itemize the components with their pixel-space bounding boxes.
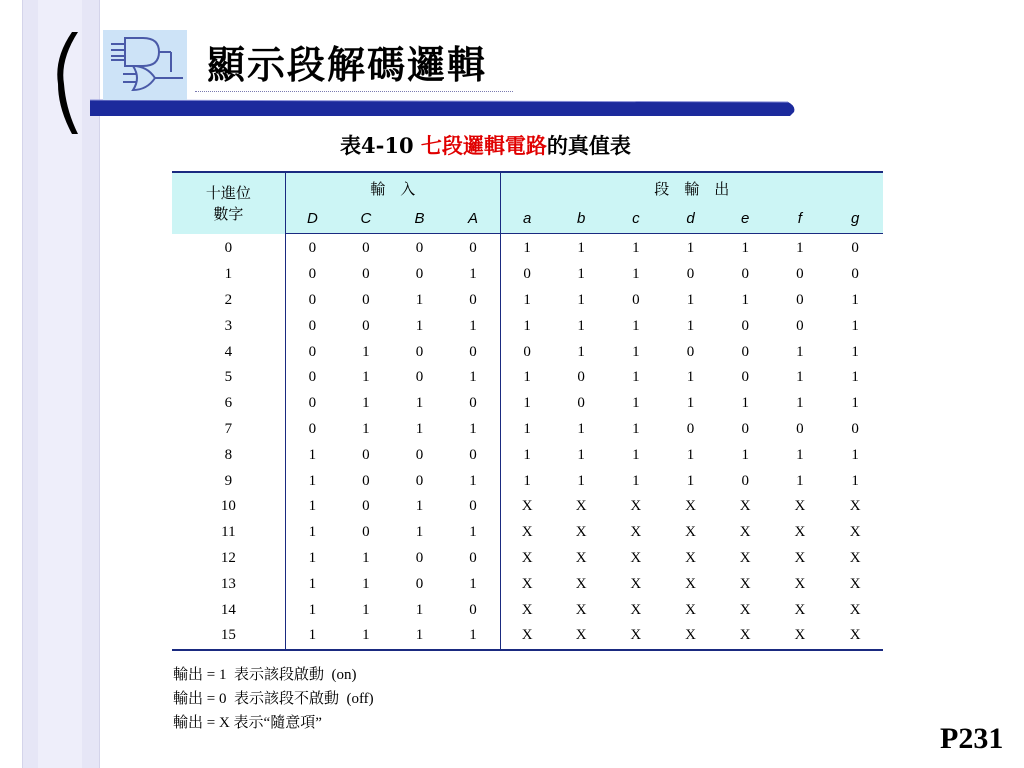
table-cell: 1 bbox=[523, 369, 531, 386]
caption-suffix: 的真值表 bbox=[546, 133, 631, 158]
table-cell: 1 bbox=[523, 420, 531, 437]
table-row bbox=[172, 365, 883, 391]
table-cell: 1 bbox=[415, 601, 424, 618]
input-col-header: C bbox=[339, 203, 393, 234]
table-cell: 1 bbox=[632, 266, 640, 283]
table-cell: 1 bbox=[851, 343, 859, 360]
table-cell: 0 bbox=[796, 266, 804, 283]
table-cell: 1 bbox=[796, 343, 804, 360]
table-cell: X bbox=[849, 549, 861, 566]
table-cell: 0 bbox=[796, 317, 804, 334]
table-cell: 1 bbox=[686, 240, 695, 257]
table-cell: X bbox=[575, 601, 587, 618]
logic-gates-icon bbox=[103, 30, 187, 100]
table-cell: X bbox=[521, 498, 533, 515]
table-cell: 0 bbox=[796, 420, 804, 437]
table-cell: X bbox=[849, 601, 861, 618]
table-cell: X bbox=[739, 601, 751, 618]
table-cell: 0 bbox=[362, 240, 370, 257]
table-cell: X bbox=[827, 623, 883, 650]
table-cell: 10 bbox=[172, 494, 285, 520]
table-cell: 1 bbox=[741, 446, 749, 463]
table-cell: X bbox=[575, 498, 587, 515]
table-cell: 0 bbox=[851, 420, 859, 437]
table-cell: 1 bbox=[796, 446, 804, 463]
table-cell: 0 bbox=[362, 317, 370, 334]
output-col-header: f bbox=[773, 203, 828, 234]
table-cell: 0 bbox=[446, 597, 500, 623]
table-cell: 0 bbox=[741, 420, 749, 437]
table-cell: X bbox=[521, 575, 533, 592]
table-row bbox=[172, 417, 883, 443]
table-row bbox=[172, 520, 883, 546]
table-row bbox=[172, 623, 883, 650]
table-cell: 0 bbox=[796, 291, 804, 308]
table-cell: 1 bbox=[446, 520, 500, 546]
logic-gates-drawing bbox=[103, 30, 187, 100]
table-cell: 1 bbox=[446, 365, 500, 391]
table-cell: 0 bbox=[362, 524, 370, 541]
table-cell: 0 bbox=[686, 266, 695, 283]
table-row bbox=[172, 234, 883, 262]
table-cell: X bbox=[718, 623, 773, 650]
output-col-header: c bbox=[608, 203, 663, 234]
table-cell: 5 bbox=[172, 365, 285, 391]
table-cell: 1 bbox=[308, 575, 317, 592]
table-cell: 1 bbox=[851, 446, 859, 463]
truth-table-body bbox=[172, 234, 883, 650]
table-cell: 0 bbox=[308, 420, 317, 437]
table-cell: 1 bbox=[415, 291, 424, 308]
table-cell: 0 bbox=[362, 446, 370, 463]
table-cell: X bbox=[739, 549, 751, 566]
table-cell: 1 bbox=[339, 623, 393, 650]
table-cell: X bbox=[794, 549, 806, 566]
table-cell: X bbox=[663, 623, 718, 650]
table-cell: 1 bbox=[577, 420, 585, 437]
table-cell: 0 bbox=[446, 546, 500, 572]
table-row bbox=[172, 262, 883, 288]
table-cell: 1 bbox=[308, 549, 317, 566]
table-cell: X bbox=[554, 623, 609, 650]
table-cell: X bbox=[630, 524, 642, 541]
table-cell: X bbox=[575, 524, 587, 541]
input-col-header: B bbox=[393, 203, 447, 234]
table-cell: 1 bbox=[362, 343, 370, 360]
table-cell: 0 bbox=[741, 266, 749, 283]
table-cell: X bbox=[630, 575, 642, 592]
table-cell: 1 bbox=[577, 291, 585, 308]
table-cell: 0 bbox=[308, 266, 317, 283]
table-cell: 1 bbox=[577, 472, 585, 489]
table-cell: 0 bbox=[446, 288, 500, 314]
table-cell: 0 bbox=[308, 240, 317, 257]
table-cell: 0 bbox=[415, 266, 424, 283]
table-cell: 1 bbox=[362, 395, 370, 412]
table-cell: 0 bbox=[415, 240, 424, 257]
table-cell: 13 bbox=[172, 571, 285, 597]
table-cell: 1 bbox=[523, 472, 531, 489]
table-cell: 3 bbox=[172, 313, 285, 339]
table-cell: 1 bbox=[686, 446, 695, 463]
table-cell: X bbox=[630, 498, 642, 515]
bracket-icon bbox=[0, 0, 100, 140]
table-cell: 1 bbox=[851, 395, 859, 412]
table-cell: 1 bbox=[851, 317, 859, 334]
note-dont-care: 輸出 = X 表示“隨意項” bbox=[173, 715, 322, 731]
table-cell: X bbox=[575, 575, 587, 592]
decimal-header bbox=[172, 172, 285, 234]
group-header-row bbox=[172, 172, 883, 203]
table-cell: 0 bbox=[741, 472, 749, 489]
table-cell: 1 bbox=[362, 369, 370, 386]
inputs-header: 輸 入 bbox=[285, 172, 500, 203]
table-cell: X bbox=[685, 549, 696, 566]
table-cell: 1 bbox=[446, 468, 500, 494]
table-row bbox=[172, 339, 883, 365]
table-cell: X bbox=[521, 524, 533, 541]
table-cell: 0 bbox=[415, 446, 424, 463]
table-row bbox=[172, 313, 883, 339]
note-off: 輸出 = 0 表示該段不啟動 (off) bbox=[173, 691, 374, 707]
table-cell: 1 bbox=[686, 317, 695, 334]
table-cell: 1 bbox=[632, 420, 640, 437]
table-cell: 1 bbox=[686, 395, 695, 412]
table-cell: 1 bbox=[577, 446, 585, 463]
table-cell: 7 bbox=[172, 417, 285, 443]
table-cell: 0 bbox=[851, 266, 859, 283]
output-col-header: a bbox=[500, 203, 554, 234]
table-cell: 0 bbox=[446, 494, 500, 520]
table-cell: X bbox=[608, 623, 663, 650]
table-cell: 1 bbox=[415, 317, 424, 334]
table-cell: 0 bbox=[741, 317, 749, 334]
decimal-header-line1: 十進位 bbox=[205, 186, 251, 203]
table-cell: X bbox=[685, 601, 696, 618]
table-cell: 0 bbox=[523, 266, 531, 283]
caption-highlight: 七段邏輯電路 bbox=[420, 133, 547, 158]
title-underline bbox=[195, 91, 513, 92]
table-cell: 1 bbox=[308, 524, 317, 541]
table-cell: 1 bbox=[632, 472, 640, 489]
table-cell: 0 bbox=[308, 395, 317, 412]
table-cell: 1 bbox=[796, 472, 804, 489]
table-cell: 1 bbox=[577, 240, 585, 257]
table-cell: 1 bbox=[523, 291, 531, 308]
table-cell: 1 bbox=[851, 369, 859, 386]
table-cell: 1 bbox=[796, 369, 804, 386]
table-row bbox=[172, 391, 883, 417]
table-cell: X bbox=[521, 601, 533, 618]
table-cell: 0 bbox=[362, 266, 370, 283]
table-cell: 1 bbox=[577, 343, 585, 360]
table-cell: 0 bbox=[415, 575, 424, 592]
table-cell: 1 bbox=[577, 317, 585, 334]
table-cell: 14 bbox=[172, 597, 285, 623]
table-cell: 1 bbox=[446, 417, 500, 443]
table-cell: 1 bbox=[796, 395, 804, 412]
table-cell: 0 bbox=[308, 291, 317, 308]
table-cell: 0 bbox=[362, 472, 370, 489]
table-cell: 0 bbox=[446, 339, 500, 365]
table-cell: X bbox=[685, 524, 696, 541]
outputs-header: 段 輸 出 bbox=[500, 172, 883, 203]
table-cell: X bbox=[630, 601, 642, 618]
table-cell: X bbox=[739, 498, 751, 515]
table-cell: 0 bbox=[446, 391, 500, 417]
table-cell: 1 bbox=[446, 313, 500, 339]
table-cell: 0 bbox=[523, 343, 531, 360]
table-cell: 1 bbox=[686, 472, 695, 489]
table-cell: 1 bbox=[632, 395, 640, 412]
notes bbox=[173, 663, 374, 735]
table-cell: 1 bbox=[632, 446, 640, 463]
output-col-header: e bbox=[718, 203, 773, 234]
output-col-header: b bbox=[554, 203, 609, 234]
table-cell: 1 bbox=[741, 240, 749, 257]
table-cell: X bbox=[685, 575, 696, 592]
table-cell: X bbox=[521, 549, 533, 566]
page-title: 顯示段解碼邏輯 bbox=[207, 42, 488, 87]
table-cell: 0 bbox=[632, 291, 640, 308]
table-cell: 1 bbox=[523, 395, 531, 412]
table-row bbox=[172, 468, 883, 494]
table-cell: 0 bbox=[308, 317, 317, 334]
table-cell: X bbox=[575, 549, 587, 566]
table-cell: 11 bbox=[172, 520, 285, 546]
caption-prefix: 表4-10 bbox=[340, 133, 414, 158]
table-cell: 1 bbox=[415, 524, 424, 541]
note-on: 輸出 = 1 表示該段啟動 (on) bbox=[173, 667, 357, 683]
table-row bbox=[172, 571, 883, 597]
table-cell: 0 bbox=[577, 369, 585, 386]
table-cell: 1 bbox=[308, 472, 317, 489]
table-row bbox=[172, 494, 883, 520]
table-cell: X bbox=[794, 498, 806, 515]
table-cell: 12 bbox=[172, 546, 285, 572]
table-cell: 1 bbox=[446, 623, 500, 650]
table-cell: 0 bbox=[308, 369, 317, 386]
table-cell: 1 bbox=[362, 601, 370, 618]
table-cell: X bbox=[849, 524, 861, 541]
table-cell: 1 bbox=[393, 623, 447, 650]
table-cell: 1 bbox=[632, 369, 640, 386]
table-cell: X bbox=[739, 575, 751, 592]
table-cell: X bbox=[630, 549, 642, 566]
table-cell: X bbox=[849, 575, 861, 592]
decimal-header-line2: 數字 bbox=[213, 207, 244, 224]
table-row bbox=[172, 597, 883, 623]
table-cell: 4 bbox=[172, 339, 285, 365]
table-cell: 1 bbox=[796, 240, 804, 257]
table-cell: 1 bbox=[285, 623, 339, 650]
table-cell: 1 bbox=[741, 291, 749, 308]
table-cell: X bbox=[794, 601, 806, 618]
table-cell: X bbox=[794, 575, 806, 592]
table-cell: 1 bbox=[308, 446, 317, 463]
table-cell: X bbox=[849, 498, 861, 515]
table-cell: 6 bbox=[172, 391, 285, 417]
table-cell: 1 bbox=[851, 291, 859, 308]
table-cell: 1 bbox=[362, 420, 370, 437]
table-cell: 1 bbox=[415, 395, 424, 412]
table-caption bbox=[340, 130, 631, 160]
table-cell: 0 bbox=[686, 343, 695, 360]
table-cell: 8 bbox=[172, 442, 285, 468]
table-cell: 0 bbox=[362, 498, 370, 515]
table-cell: 0 bbox=[686, 420, 695, 437]
table-cell: 0 bbox=[446, 442, 500, 468]
table-cell: 1 bbox=[632, 240, 640, 257]
table-cell: 0 bbox=[415, 549, 424, 566]
table-cell: 1 bbox=[172, 262, 285, 288]
table-cell: 0 bbox=[741, 369, 749, 386]
input-col-header: A bbox=[446, 203, 500, 234]
table-cell: X bbox=[685, 498, 696, 515]
table-cell: 1 bbox=[632, 343, 640, 360]
output-col-header: d bbox=[663, 203, 718, 234]
table-cell: 1 bbox=[686, 291, 695, 308]
table-cell: 0 bbox=[172, 234, 285, 262]
table-cell: 0 bbox=[362, 291, 370, 308]
table-cell: 0 bbox=[851, 240, 859, 257]
table-cell: 1 bbox=[523, 317, 531, 334]
table-cell: 1 bbox=[446, 571, 500, 597]
table-cell: 0 bbox=[741, 343, 749, 360]
table-cell: 1 bbox=[851, 472, 859, 489]
table-cell: 1 bbox=[446, 262, 500, 288]
table-cell: 1 bbox=[577, 266, 585, 283]
table-cell: 2 bbox=[172, 288, 285, 314]
table-cell: X bbox=[739, 524, 751, 541]
page-number: P231 bbox=[940, 722, 1004, 755]
table-row bbox=[172, 546, 883, 572]
table-cell: 1 bbox=[741, 395, 749, 412]
table-cell: X bbox=[500, 623, 554, 650]
truth-table bbox=[172, 171, 883, 651]
table-cell: 1 bbox=[632, 317, 640, 334]
table-cell: 1 bbox=[308, 498, 317, 515]
table-cell: 1 bbox=[308, 601, 317, 618]
table-cell: 1 bbox=[362, 549, 370, 566]
input-col-header: D bbox=[285, 203, 339, 234]
table-cell: 0 bbox=[446, 234, 500, 262]
table-cell: X bbox=[794, 524, 806, 541]
table-cell: 1 bbox=[415, 498, 424, 515]
table-cell: 0 bbox=[577, 395, 585, 412]
table-cell: X bbox=[773, 623, 828, 650]
table-cell: 0 bbox=[415, 472, 424, 489]
table-cell: 0 bbox=[415, 369, 424, 386]
output-col-header: g bbox=[827, 203, 883, 234]
table-cell: 1 bbox=[686, 369, 695, 386]
table-row bbox=[172, 288, 883, 314]
table-cell: 0 bbox=[308, 343, 317, 360]
table-cell: 1 bbox=[362, 575, 370, 592]
table-row bbox=[172, 442, 883, 468]
table-cell: 9 bbox=[172, 468, 285, 494]
table-cell: 15 bbox=[172, 623, 285, 650]
table-cell: 1 bbox=[523, 240, 531, 257]
table-cell: 1 bbox=[415, 420, 424, 437]
table-cell: 1 bbox=[523, 446, 531, 463]
table-cell: 0 bbox=[415, 343, 424, 360]
